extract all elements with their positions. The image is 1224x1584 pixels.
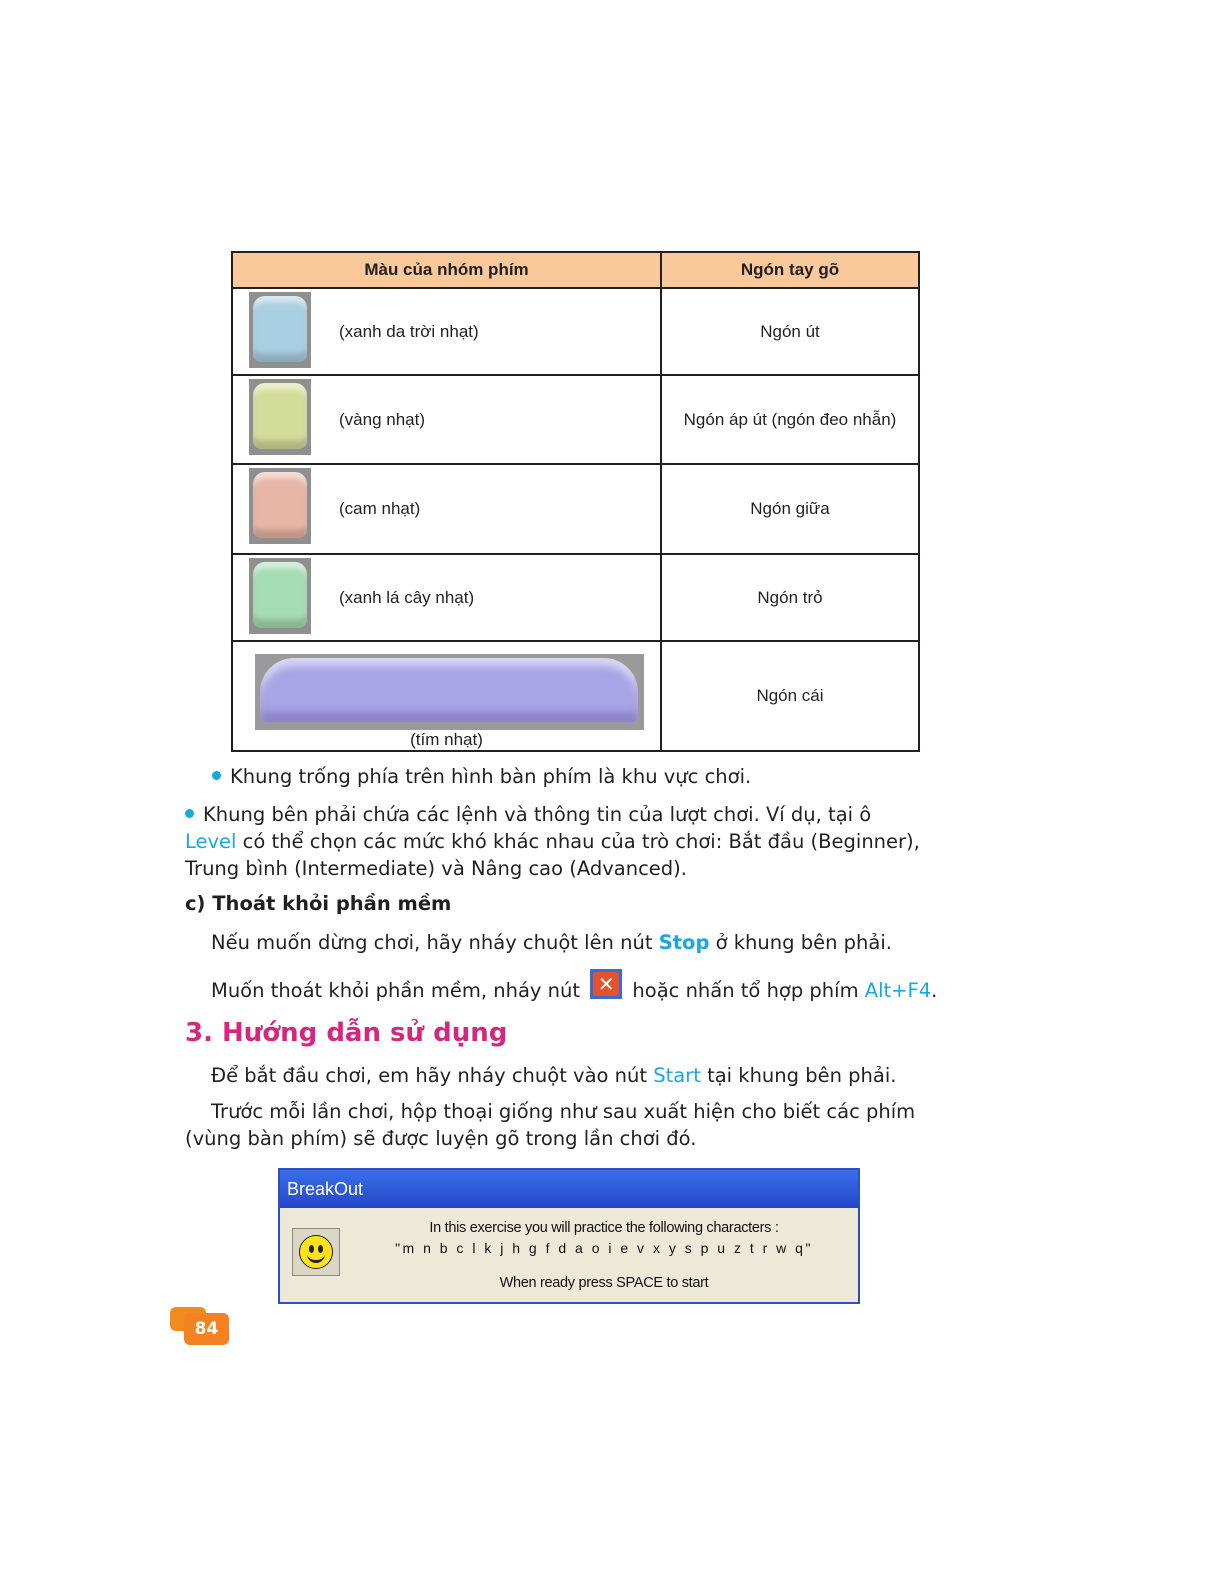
key-swatch: [253, 562, 307, 628]
breakout-dialog: [278, 1168, 860, 1304]
bullet-right-panel-line2: [185, 828, 920, 855]
color-cell: [232, 375, 661, 464]
bullet-dot: [212, 771, 221, 780]
smiley-icon-frame: [292, 1228, 340, 1276]
section-c-heading: c) Thoát khỏi phần mềm: [185, 892, 452, 915]
keycap-image: [249, 292, 311, 368]
color-label: (xanh da trời nhạt): [339, 321, 479, 341]
color-label: (cam nhạt): [339, 499, 421, 518]
dialog-intro-line1: Trước mỗi lần chơi, hộp thoại giống như sau xuất hiện cho biết các phím: [211, 1100, 916, 1123]
finger-cell: Ngón út: [661, 288, 919, 375]
bullet-right-panel: [185, 801, 933, 828]
table-header-row: [232, 252, 919, 288]
table-row: [232, 375, 919, 464]
keycap-image: [249, 558, 311, 634]
dialog-characters: "m n b c l k j h g f d a o i e v x y s p u z t r w q": [395, 1240, 813, 1256]
color-label: (vàng nhạt): [339, 409, 425, 429]
color-label: (xanh lá cây nhạt): [339, 587, 475, 607]
close-icon: [590, 969, 622, 999]
header-finger: Ngón tay gõ: [661, 252, 919, 288]
bullet-text: có thể chọn các mức khó khác nhau của trò chơi: Bắt đầu (Beginner),: [236, 830, 920, 853]
stop-paragraph: [211, 929, 892, 956]
paragraph-text: .: [931, 979, 938, 1002]
close-glyph: ✕: [593, 972, 619, 996]
stop-term: Stop: [658, 931, 710, 954]
color-cell: [232, 288, 661, 375]
paragraph-text: Để bắt đầu chơi, em hãy nháy chuột vào nút: [211, 1064, 654, 1087]
paragraph-text: hoặc nhấn tổ hợp phím: [632, 979, 865, 1002]
table-row: [232, 554, 919, 641]
bullet-text: Khung trống phía trên hình bàn phím là khu vực chơi.: [230, 765, 752, 788]
key-swatch: [253, 296, 307, 362]
color-label: (tím nhạt): [410, 730, 483, 749]
finger-cell: Ngón áp út (ngón đeo nhẫn): [661, 375, 919, 464]
paragraph-text: Muốn thoát khỏi phần mềm, nháy nút: [211, 979, 580, 1002]
finger-color-table: [231, 251, 920, 752]
spacebar-image: [255, 654, 644, 730]
bullet-dot: [185, 809, 194, 818]
dialog-intro-line2: (vùng bàn phím) sẽ được luyện gõ trong lần chơi đó.: [185, 1127, 697, 1150]
alt-f4-keys: Alt+F4: [864, 979, 932, 1002]
color-cell: [232, 554, 661, 641]
paragraph-text: tại khung bên phải.: [700, 1064, 897, 1087]
table-row: [232, 464, 919, 554]
paragraph-text: ở khung bên phải.: [709, 931, 892, 954]
section-3-heading: 3. Hướng dẫn sử dụng: [185, 1018, 508, 1048]
bullet-text: Khung bên phải chứa các lệnh và thông tin của lượt chơi. Ví dụ, tại ô: [203, 803, 872, 826]
start-term: Start: [653, 1064, 701, 1087]
start-paragraph: [211, 1062, 896, 1089]
color-cell: [232, 641, 661, 751]
level-term: Level: [185, 830, 237, 853]
table-row: [232, 288, 919, 375]
keycap-image: [249, 379, 311, 455]
finger-cell: Ngón giữa: [661, 464, 919, 554]
bullet-right-panel-line3: Trung bình (Intermediate) và Nâng cao (Advanced).: [185, 857, 687, 880]
paragraph-text: Nếu muốn dừng chơi, hãy nháy chuột lên nút: [211, 931, 659, 954]
key-swatch: [253, 472, 307, 538]
smiley-icon: [299, 1235, 333, 1269]
dialog-message: In this exercise you will practice the following characters :: [429, 1220, 779, 1236]
finger-cell: Ngón trỏ: [661, 554, 919, 641]
exit-paragraph: [211, 969, 937, 1004]
page-number: 84: [184, 1313, 229, 1345]
table-row: [232, 641, 919, 751]
header-key-color: Màu của nhóm phím: [232, 252, 661, 288]
dialog-instruction: When ready press SPACE to start: [499, 1275, 709, 1291]
keycap-image: [249, 468, 311, 544]
bullet-play-area: [212, 763, 751, 790]
finger-cell: Ngón cái: [661, 641, 919, 751]
key-swatch: [253, 383, 307, 449]
color-cell: [232, 464, 661, 554]
dialog-title: BreakOut: [280, 1170, 858, 1208]
key-swatch: [260, 658, 638, 722]
